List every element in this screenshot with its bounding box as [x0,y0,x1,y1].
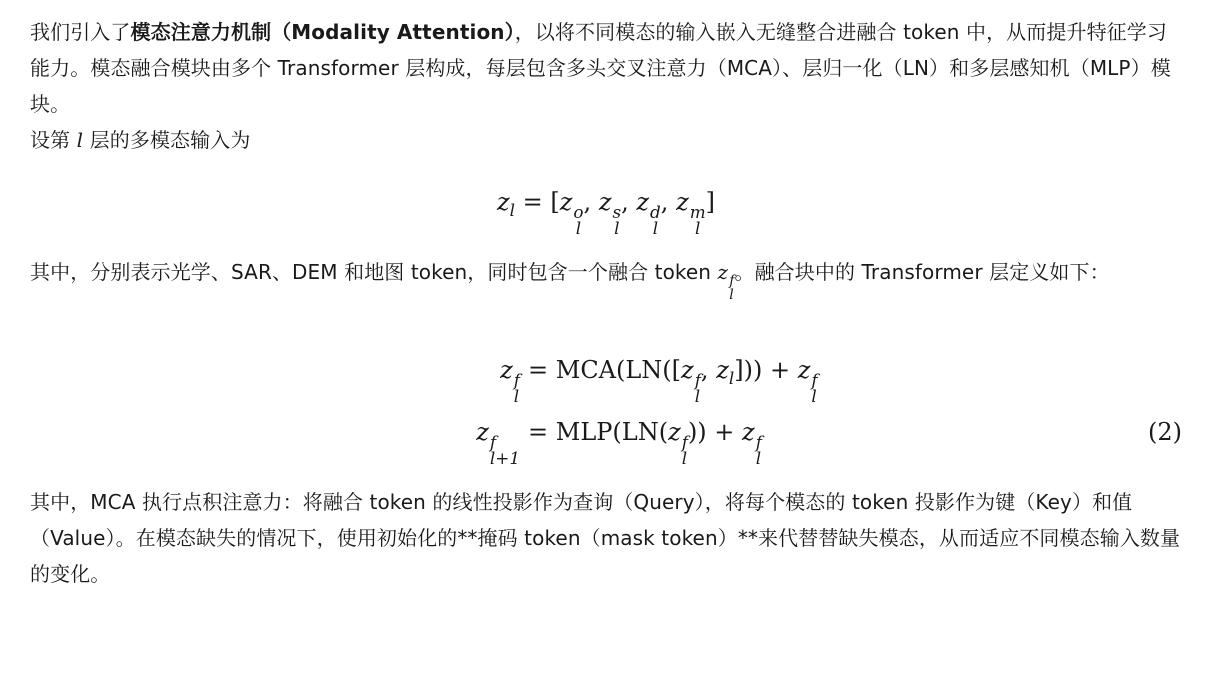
eq2-row1-lhs-sub: l [513,385,520,406]
fusion-token-sub: l [729,286,734,303]
eq2-row2-suffix: )) + [687,418,743,446]
eq2-row2-res-sub: l [755,447,762,468]
paragraph1-bold-term: 模态注意力机制（Modality Attention） [130,20,515,44]
eq2-row2-lhs-var: z [476,418,489,446]
paragraph2-before: 设第 [30,128,71,152]
eq1-z-optical: z [559,188,573,216]
eq1-close-bracket: ] [705,188,716,216]
eq2-row2-lhs [476,402,520,468]
paragraph-fusion-token [30,254,1182,326]
eq2-row2-prefix: = MLP(LN( [528,418,669,446]
eq2-row2-inner-sup: f [681,431,688,452]
eq1-z-sar: z [598,188,612,216]
paragraph-layer-input [30,122,1182,158]
equation-transformer-layer [30,332,1182,474]
paragraph1-rest: ，以将不同模态的输入嵌入无缝整合进融合 token 中，从而提升特征学习能力。模态融合模块由多个 Transformer 层构成，每层包含多头交叉注意力（MCA）、层归一化（LN）和多层感知机（MLP）模块。 [30,20,1171,116]
eq2-row1-lhs-indices [513,369,520,406]
eq2-row1-inner-sup: f [694,369,701,390]
eq1-optical-indices [573,201,584,238]
eq1-sub-l-2: l [614,217,620,238]
fusion-token-sup: f [729,273,735,290]
eq2-row1-prefix: = MCA(LN([ [528,356,682,384]
eq1-sup-d: d [650,201,661,222]
eq2-row2-lhs-indices [489,431,520,468]
eq2-row1-inner-mid: , [700,356,717,384]
eq1-sub-l-3: l [652,217,659,238]
eq1-sup-s: s [612,201,622,222]
eq2-row1-res-sub: l [811,385,817,406]
eq1-comma-3: , [660,188,669,216]
eq2-row1-res-var: z [797,356,811,384]
eq2-row1-lhs-sup: f [513,369,520,390]
eq2-row1-res-sup: f [811,369,818,390]
eq1-sar-indices [612,201,622,238]
eq2-row2-inner-sub: l [681,447,688,468]
eq1-z-map: z [676,188,689,216]
eq1-lhs-var: z [496,188,510,216]
paragraph1-lead: 我们引入了 [30,20,131,44]
equation-number: (2) [1148,418,1182,446]
eq2-row1-inner2-sub: l [728,367,735,388]
eq1-sub-l-1: l [575,217,582,238]
paragraph3-after: 。融合块中的 Transformer 层定义如下： [734,260,1110,284]
eq2-row1-inner-var: z [681,356,694,384]
eq2-row2-inner-var: z [668,418,681,446]
eq2-row2-rhs [528,402,762,468]
eq2-row2-lhs-sub: l+1 [489,447,520,468]
equation-row-mca [30,340,1182,406]
eq2-row1-res-indices [811,369,818,406]
eq1-z-dem: z [636,188,650,216]
paragraph-mca-description: 其中，MCA 执行点积注意力：将融合 token 的线性投影作为查询（Query），将每个模态的 token 投影作为键（Key）和值（Value）。在模态缺失的情况下，使用初始化的**掩码 token（mask token）**来代替替缺失模态，从而适应不同模态输入数量的变化。 [30,490,1181,586]
paragraph3-before: 其中，分别表示光学、SAR、DEM 和地图 token，同时包含一个融合 token [30,260,712,284]
fusion-token-var: z [717,260,729,284]
eq2-row2-res-var: z [742,418,755,446]
eq1-comma-2: , [621,188,629,216]
eq1-sup-m: m [689,201,706,222]
paragraph2-after: 层的多模态输入为 [89,128,251,152]
eq1-map-indices [689,201,706,238]
eq2-row1-inner2-var: z [716,356,729,384]
eq2-row1-rhs [528,340,818,406]
eq1-open-bracket: [ [550,188,560,216]
eq2-row1-suffix: ])) + [734,356,798,384]
eq1-dem-indices [650,201,661,238]
eq1-lhs-sub: l [509,199,515,220]
eq1-sup-o: o [573,201,584,222]
equation-multimodal-input [30,172,1182,238]
eq2-row2-res-indices [755,431,762,468]
equation-row-mlp [30,402,1182,468]
eq2-row2-res-sup: f [755,431,762,452]
eq1-sub-l-4: l [694,217,701,238]
eq2-row2-lhs-sup: f [489,431,497,452]
eq1-equals: = [522,188,543,216]
variable-l: l [76,128,84,152]
eq2-row1-lhs [500,340,520,406]
paragraph-modality-attention [30,14,1182,122]
eq2-row1-lhs-var: z [500,356,513,384]
eq2-row1-inner-sub: l [694,385,701,406]
eq1-comma-1: , [583,188,592,216]
